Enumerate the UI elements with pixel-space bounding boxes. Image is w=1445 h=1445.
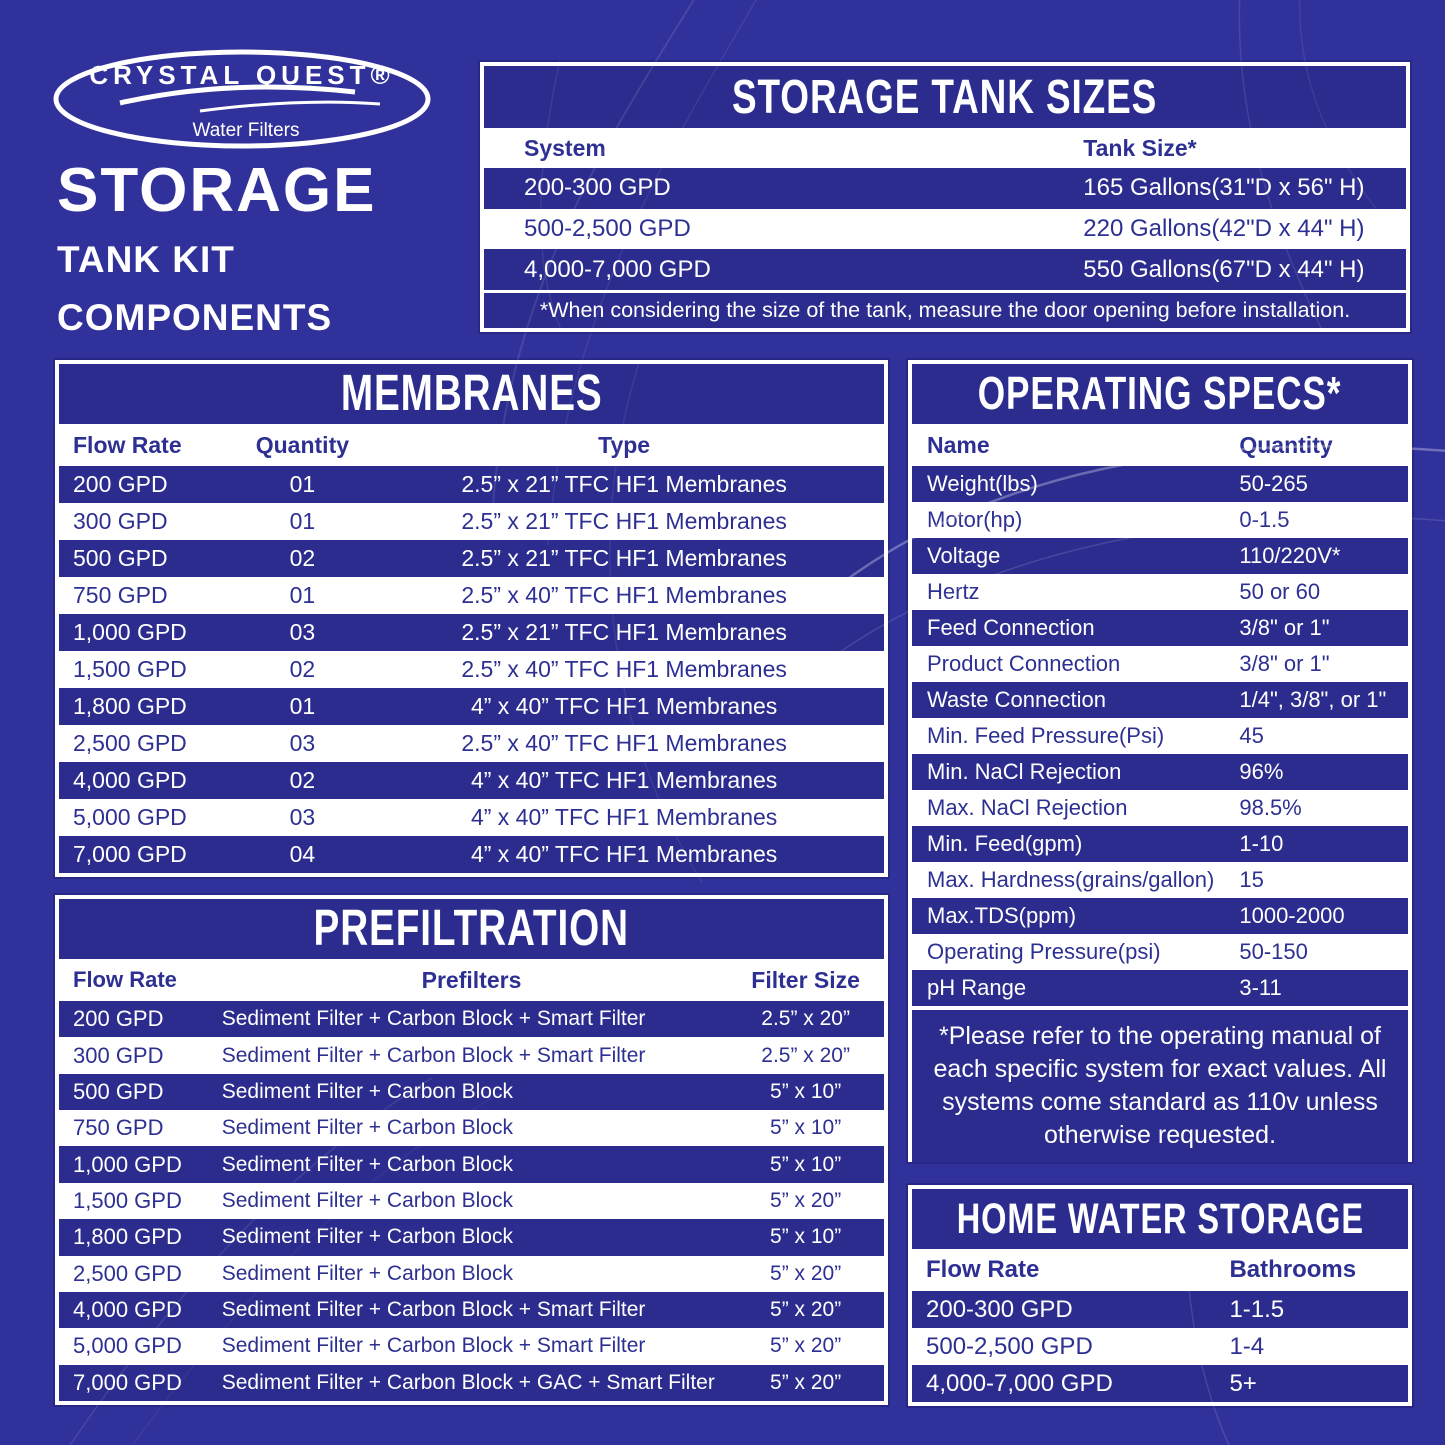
cell: 02 xyxy=(289,767,316,793)
table-row xyxy=(912,538,1408,574)
table-row xyxy=(912,1328,1408,1365)
table-row xyxy=(59,1328,884,1364)
storage-tank-sizes-table xyxy=(480,62,1410,332)
table-row xyxy=(59,1037,884,1073)
cell: 2,500 GPD xyxy=(73,730,187,756)
table-row xyxy=(59,1074,884,1110)
cell: Min. Feed(gpm) xyxy=(927,831,1083,856)
table-row xyxy=(912,862,1408,898)
cell: 1-1.5 xyxy=(1229,1295,1285,1323)
crystal-quest-logo xyxy=(50,48,435,155)
table-row xyxy=(59,1365,884,1401)
cell: Sediment Filter + Carbon Block xyxy=(221,1116,513,1140)
table-row xyxy=(59,1146,884,1182)
cell: Sediment Filter + Carbon Block xyxy=(221,1079,513,1103)
cell: 5,000 GPD xyxy=(73,1333,182,1359)
table-footnote: *When considering the size of the tank, measure the door opening before installation. xyxy=(484,290,1406,328)
cell: 5” x 20” xyxy=(770,1370,842,1394)
table-row xyxy=(912,790,1408,826)
cell: 165 Gallons(31"D x 56" H) xyxy=(1083,174,1365,202)
cell: 4” x 40” TFC HF1 Membranes xyxy=(470,841,778,867)
table-title-band xyxy=(59,364,884,424)
page-title-line3: COMPONENTS xyxy=(57,297,333,339)
cell: 1/4", 3/8", or 1" xyxy=(1239,687,1387,712)
cell: 01 xyxy=(289,693,316,719)
logo-sub-text: Water Filters xyxy=(192,120,300,141)
table-row xyxy=(59,1219,884,1255)
cell: 3-11 xyxy=(1239,975,1282,1000)
cell: 02 xyxy=(289,545,316,571)
cell: 1,000 GPD xyxy=(73,619,187,645)
table-title-band xyxy=(59,899,884,959)
table-row xyxy=(912,1291,1408,1328)
cell: 5” x 20” xyxy=(770,1334,842,1358)
cell: 98.5% xyxy=(1239,795,1302,820)
cell: 2.5” x 21” TFC HF1 Membranes xyxy=(461,471,787,497)
cell: 4,000-7,000 GPD xyxy=(926,1369,1113,1397)
column-header: Flow Rate xyxy=(73,967,177,992)
table-row xyxy=(912,826,1408,862)
table-row xyxy=(912,466,1408,502)
cell: 3/8" or 1" xyxy=(1239,651,1330,676)
cell: 50 or 60 xyxy=(1239,579,1321,604)
cell: 2.5” x 40” TFC HF1 Membranes xyxy=(461,656,787,682)
cell: 750 GPD xyxy=(73,1115,164,1141)
cell: Sediment Filter + Carbon Block + Smart Filter xyxy=(221,1298,646,1322)
cell: 300 GPD xyxy=(73,508,168,534)
table-row xyxy=(912,934,1408,970)
cell: 5” x 20” xyxy=(770,1261,842,1285)
column-header: Tank Size* xyxy=(1083,134,1197,161)
table-row xyxy=(59,1001,884,1037)
table-row xyxy=(912,574,1408,610)
cell: Motor(hp) xyxy=(927,507,1023,532)
cell: 4” x 40” TFC HF1 Membranes xyxy=(470,804,778,830)
cell: 0-1.5 xyxy=(1239,507,1290,532)
cell: 4” x 40” TFC HF1 Membranes xyxy=(470,767,778,793)
cell: Waste Connection xyxy=(927,687,1106,712)
table-row xyxy=(59,688,884,725)
column-header-row xyxy=(484,128,1406,168)
cell: Operating Pressure(psi) xyxy=(927,939,1161,964)
cell: Sediment Filter + Carbon Block xyxy=(221,1152,513,1176)
cell: 5” x 10” xyxy=(770,1116,842,1140)
cell: 1-4 xyxy=(1229,1332,1265,1360)
page-title xyxy=(57,158,376,339)
cell: 1000-2000 xyxy=(1239,903,1345,928)
table-row xyxy=(59,1183,884,1219)
table-row xyxy=(912,970,1408,1006)
cell: 300 GPD xyxy=(73,1042,164,1068)
column-header-row xyxy=(59,424,884,466)
table-row xyxy=(912,610,1408,646)
table-row xyxy=(912,1365,1408,1402)
cell: Sediment Filter + Carbon Block + Smart Filter xyxy=(221,1334,646,1358)
table-body xyxy=(484,168,1406,290)
cell: 5” x 10” xyxy=(770,1152,842,1176)
table-row xyxy=(912,682,1408,718)
table-row xyxy=(59,651,884,688)
cell: 5” x 10” xyxy=(770,1225,842,1249)
cell: 4,000-7,000 GPD xyxy=(524,255,711,283)
cell: 03 xyxy=(289,619,316,645)
cell: 500-2,500 GPD xyxy=(926,1332,1093,1360)
table-row xyxy=(59,577,884,614)
table-title-band xyxy=(912,1189,1408,1249)
table-row xyxy=(59,1110,884,1146)
cell: Max. Hardness(grains/gallon) xyxy=(927,867,1215,892)
cell: 1,500 GPD xyxy=(73,656,187,682)
cell: 03 xyxy=(289,730,316,756)
cell: 3/8" or 1" xyxy=(1239,615,1330,640)
table-row xyxy=(912,502,1408,538)
cell: 2.5” x 40” TFC HF1 Membranes xyxy=(461,730,787,756)
table-body xyxy=(912,466,1408,1006)
cell: 200-300 GPD xyxy=(926,1295,1073,1323)
operating-specs-table xyxy=(908,360,1412,1162)
cell: Sediment Filter + Carbon Block + Smart Filter xyxy=(221,1007,646,1031)
cell: 50-265 xyxy=(1239,471,1308,496)
cell: 220 Gallons(42"D x 44" H) xyxy=(1083,215,1365,242)
logo-swoosh2-icon xyxy=(200,102,380,111)
table-row xyxy=(912,718,1408,754)
column-header: Type xyxy=(598,431,651,458)
cell: Sediment Filter + Carbon Block xyxy=(221,1225,513,1249)
cell: 1-10 xyxy=(1239,831,1284,856)
column-header: System xyxy=(524,134,606,161)
cell: 500 GPD xyxy=(73,545,168,571)
column-header: Quantity xyxy=(1239,431,1333,458)
table-row xyxy=(59,1256,884,1292)
cell: 1,800 GPD xyxy=(73,1224,182,1250)
cell: 4,000 GPD xyxy=(73,767,187,793)
table-row xyxy=(912,898,1408,934)
cell: 200 GPD xyxy=(73,471,168,497)
cell: 2.5” x 21” TFC HF1 Membranes xyxy=(461,508,787,534)
table-row xyxy=(59,614,884,651)
cell: 200-300 GPD xyxy=(524,174,671,202)
cell: 96% xyxy=(1239,759,1284,784)
table-row xyxy=(912,646,1408,682)
cell: 03 xyxy=(289,804,316,830)
table-row xyxy=(484,209,1406,250)
table-body xyxy=(59,466,884,873)
table-row xyxy=(484,249,1406,290)
cell: 2.5” x 21” TFC HF1 Membranes xyxy=(461,619,787,645)
table-row xyxy=(59,836,884,873)
cell: 15 xyxy=(1239,867,1264,892)
cell: 2.5” x 40” TFC HF1 Membranes xyxy=(461,582,787,608)
cell: 45 xyxy=(1239,723,1264,748)
cell: 04 xyxy=(289,841,316,867)
page-title-line2: TANK KIT xyxy=(57,239,235,281)
logo-brand-text: CRYSTAL QUEST® xyxy=(89,60,395,90)
cell: Min. NaCl Rejection xyxy=(927,759,1122,784)
home-water-storage-table xyxy=(908,1185,1412,1406)
cell: 01 xyxy=(289,582,316,608)
prefiltration-table xyxy=(55,895,888,1405)
cell: 500-2,500 GPD xyxy=(524,215,691,242)
cell: 2.5” x 20” xyxy=(761,1007,850,1031)
cell: 5,000 GPD xyxy=(73,804,187,830)
cell: 5” x 20” xyxy=(770,1188,842,1212)
cell: 01 xyxy=(289,508,316,534)
cell: 1,000 GPD xyxy=(73,1151,182,1177)
cell: Feed Connection xyxy=(927,615,1095,640)
cell: 01 xyxy=(289,471,316,497)
cell: 750 GPD xyxy=(73,582,168,608)
cell: Voltage xyxy=(927,543,1001,568)
table-row xyxy=(59,540,884,577)
cell: Sediment Filter + Carbon Block xyxy=(221,1188,513,1212)
cell: 7,000 GPD xyxy=(73,1369,182,1395)
table-row xyxy=(59,725,884,762)
cell: 7,000 GPD xyxy=(73,841,187,867)
cell: 50-150 xyxy=(1239,939,1308,964)
column-header: Bathrooms xyxy=(1229,1256,1357,1283)
table-row xyxy=(59,1292,884,1328)
table-body xyxy=(912,1291,1408,1402)
cell: Hertz xyxy=(927,579,980,604)
table-row xyxy=(59,799,884,836)
table-body xyxy=(59,1001,884,1401)
cell: 4” x 40” TFC HF1 Membranes xyxy=(470,693,778,719)
cell: 5+ xyxy=(1229,1369,1257,1397)
cell: Max.TDS(ppm) xyxy=(927,903,1077,928)
cell: 02 xyxy=(289,656,316,682)
cell: Weight(lbs) xyxy=(927,471,1038,496)
table-title: HOME WATER STORAGE xyxy=(956,1194,1364,1242)
cell: 200 GPD xyxy=(73,1006,164,1032)
cell: 4,000 GPD xyxy=(73,1297,182,1323)
cell: pH Range xyxy=(927,975,1027,1000)
column-header: Filter Size xyxy=(751,966,860,993)
column-header-row xyxy=(912,424,1408,466)
column-header-row xyxy=(912,1249,1408,1291)
table-row xyxy=(912,754,1408,790)
table-row xyxy=(484,168,1406,209)
column-header: Quantity xyxy=(255,431,350,458)
cell: 1,800 GPD xyxy=(73,693,187,719)
column-header: Flow Rate xyxy=(926,1256,1040,1283)
table-title: PREFILTRATION xyxy=(313,900,630,957)
cell: 2,500 GPD xyxy=(73,1260,182,1286)
cell: Product Connection xyxy=(927,651,1121,676)
cell: Sediment Filter + Carbon Block xyxy=(221,1261,513,1285)
table-title: STORAGE TANK SIZES xyxy=(732,69,1158,124)
table-row xyxy=(59,466,884,503)
cell: 1,500 GPD xyxy=(73,1187,182,1213)
membranes-table xyxy=(55,360,888,877)
cell: Min. Feed Pressure(Psi) xyxy=(927,723,1165,748)
table-title: MEMBRANES xyxy=(340,365,603,422)
cell: 500 GPD xyxy=(73,1078,164,1104)
cell: 5” x 20” xyxy=(770,1298,842,1322)
table-title-band xyxy=(912,364,1408,424)
cell: 2.5” x 21” TFC HF1 Membranes xyxy=(461,545,787,571)
table-row xyxy=(59,762,884,799)
table-title: OPERATING SPECS* xyxy=(978,368,1342,419)
cell: 2.5” x 20” xyxy=(761,1043,850,1067)
column-header: Flow Rate xyxy=(73,431,182,458)
column-header-row xyxy=(59,959,884,1001)
cell: Sediment Filter + Carbon Block + GAC + Smart Filter xyxy=(221,1370,715,1394)
table-row xyxy=(59,503,884,540)
page-title-line1: STORAGE xyxy=(57,156,377,225)
cell: Sediment Filter + Carbon Block + Smart Filter xyxy=(221,1043,646,1067)
cell: Max. NaCl Rejection xyxy=(927,795,1128,820)
table-footnote: *Please refer to the operating manual of each specific system for exact values. All systems come standard as 110v unless otherwise requested. xyxy=(912,1006,1408,1162)
column-header: Name xyxy=(927,431,990,458)
cell: 550 Gallons(67"D x 44" H) xyxy=(1083,255,1365,283)
cell: 5” x 10” xyxy=(770,1079,842,1103)
column-header: Prefilters xyxy=(421,966,522,993)
cell: 110/220V* xyxy=(1239,543,1341,568)
table-title-band xyxy=(484,66,1406,128)
